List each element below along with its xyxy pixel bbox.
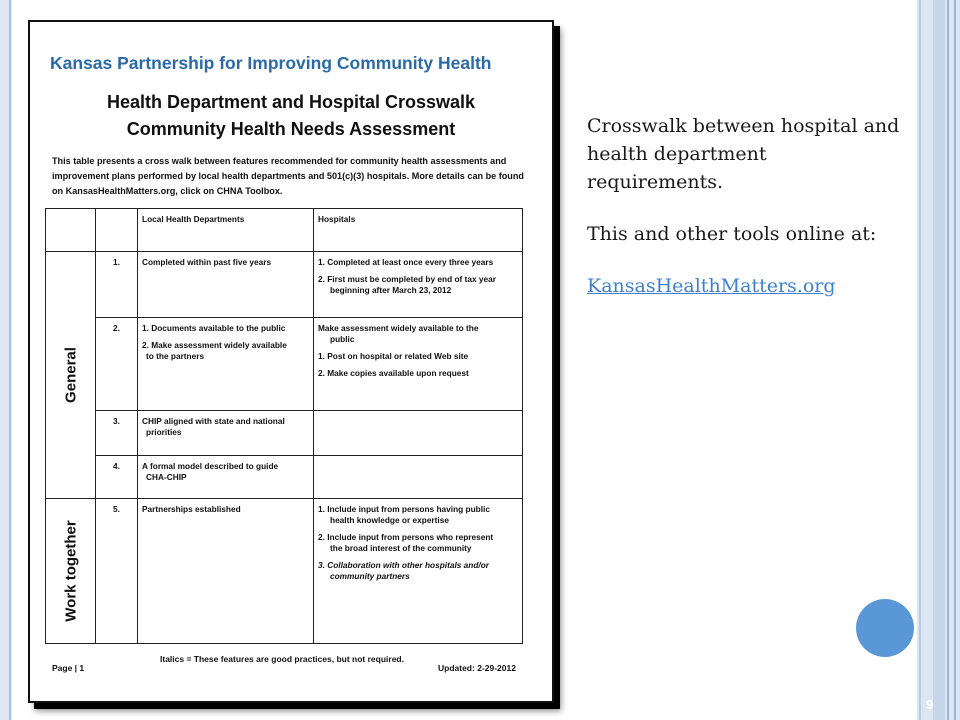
table-row [46,411,523,456]
slide-number: 9 [926,697,934,712]
lhd-cell [138,411,314,456]
row-number: 3. [96,411,138,456]
document-org-title: Kansas Partnership for Improving Community Health [50,53,492,73]
section-label: General [62,347,79,403]
lhd-text: Partnerships established [142,504,241,514]
hosp-text: 2. Include input from persons who represent [318,532,494,542]
lhd-text: CHA-CHIP [146,472,187,482]
hosp-text: the broad interest of the community [330,543,472,553]
lhd-cell [138,499,314,644]
body-paragraph-2: This and other tools online at: [587,223,877,245]
right-border [917,0,960,720]
hosp-text: 3. Collaboration with other hospitals and/or [318,560,490,570]
hosp-text: 1. Completed at least once every three years [318,257,494,267]
document-footnote: Italics = These features are good practices, but not required. [160,654,404,664]
document-title-line2: Community Health Needs Assessment [126,119,456,139]
table-row [46,318,523,411]
hosp-text: 2. Make copies available upon request [318,368,469,378]
hospital-cell [314,456,523,499]
table-row [46,456,523,499]
lhd-text: Completed within past five years [142,257,272,267]
section-label: Work together [62,520,79,622]
lhd-text: CHIP aligned with state and national [142,416,285,426]
row-number: 4. [96,456,138,499]
table-header-cell [96,209,138,252]
lhd-cell [138,318,314,411]
section-work-together [46,499,96,644]
hospital-cell [314,411,523,456]
hospital-cell [314,499,523,644]
crosswalk-document-image [28,20,554,703]
lhd-text: 1. Documents available to the public [142,323,286,333]
lhd-text: 2. Make assessment widely available [142,340,287,350]
hospital-cell [314,252,523,318]
document-updated-date: Updated: 2-29-2012 [438,663,516,673]
lhd-cell [138,456,314,499]
row-number: 2. [96,318,138,411]
hosp-text: Make assessment widely available to the [318,323,479,333]
lhd-text: to the partners [146,351,205,361]
row-number: 1. [96,252,138,318]
body-paragraph-1: Crosswalk between hospital and health department requirements. [587,115,900,193]
section-general [46,252,96,499]
document-intro: This table presents a cross walk between features recommended for community health assessments and improvement plans performed by local health departments and 501(c)(3) hospitals. More details can be found on KansasHealthMatters.org, click on CHNA Toolbox. [52,156,524,196]
hosp-text: public [330,334,355,344]
table-header-hospitals: Hospitals [314,209,523,252]
left-border [0,0,12,720]
table-header-row [46,209,523,252]
hosp-text: health knowledge or expertise [330,515,449,525]
crosswalk-table [45,208,523,644]
kansas-health-matters-link[interactable]: KansasHealthMatters.org [587,275,836,297]
document-page-label: Page | 1 [52,663,85,673]
hosp-text: community partners [330,571,410,581]
hosp-text: 2. First must be completed by end of tax year [318,274,496,284]
table-header-lhd: Local Health Departments [138,209,314,252]
lhd-cell [138,252,314,318]
table-row [46,499,523,644]
hospital-cell [314,318,523,411]
lhd-text: priorities [146,427,182,437]
hosp-text: beginning after March 23, 2012 [330,285,452,295]
lhd-text: A formal model described to guide [142,461,279,471]
row-number: 5. [96,499,138,644]
slide-body [587,112,907,300]
table-header-cell [46,209,96,252]
hosp-text: 1. Post on hospital or related Web site [318,351,469,361]
table-row [46,252,523,318]
document-title-line1: Health Department and Hospital Crosswalk [106,92,476,112]
hosp-text: 1. Include input from persons having public [318,504,490,514]
decorative-circle [856,599,914,657]
